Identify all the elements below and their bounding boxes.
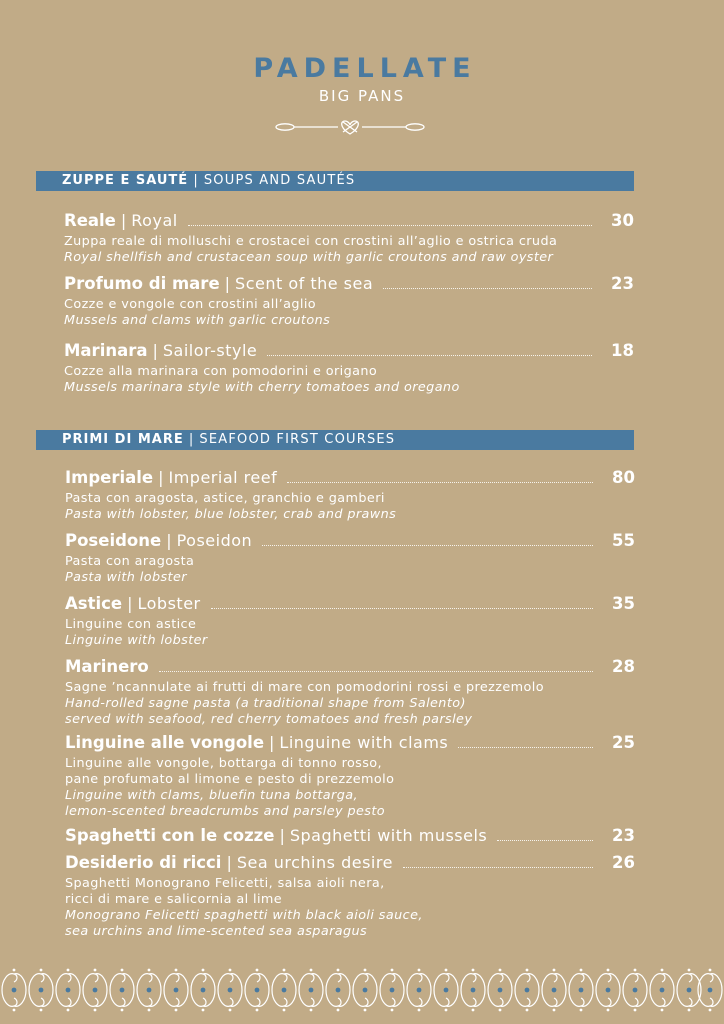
- dish-description: Spaghetti Monograno Felicetti, salsa aioli nera,: [65, 876, 385, 891]
- dish-description: Linguine con astice: [65, 617, 197, 632]
- dish-name-en: Sailor-style: [162, 341, 258, 360]
- dish-name-en: Sea urchins desire: [236, 853, 393, 872]
- dish-price: 28: [612, 657, 635, 676]
- dish-description-en: Hand-rolled sagne pasta (a traditional shape from Salento): [65, 696, 466, 711]
- dish-description: Cozze alla marinara con pomodorini e origano: [64, 364, 378, 379]
- dish-name-en: Scent of the sea: [235, 274, 374, 293]
- oars-heart-icon: [274, 118, 426, 136]
- dish-description: ricci di mare e salicornia al lime: [65, 892, 283, 907]
- menu-item-marinara: Marinara | Sailor-style 18 Cozze alla marinara con pomodorini e origano Mussels marinara style with cherry tomatoes and oregano: [64, 341, 634, 395]
- menu-item-marinero: [65, 656, 635, 728]
- dish-description-en: Mussels and clams with garlic croutons: [64, 313, 331, 328]
- dish-name-en: Linguine with clams: [279, 733, 449, 752]
- menu-item-reale: Reale | Royal 30 Zuppa reale di molluschi e crostacei con crostini all’aglio e ostrica cruda Royal shellfish and crustacean soup with garlic croutons and raw oyster: [64, 211, 634, 265]
- section-header-seafood-first-courses: PRIMI DI MARE | SEAFOOD FIRST COURSES: [36, 430, 634, 450]
- dish-description-en: Linguine with lobster: [65, 633, 208, 648]
- dish-name-en: Royal: [131, 211, 178, 230]
- dish-price: 23: [612, 826, 635, 845]
- dish-name-en: Lobster: [137, 594, 201, 613]
- dish-name: Poseidone: [65, 531, 162, 550]
- dish-description: Linguine alle vongole, bottarga di tonno rosso,: [65, 756, 383, 771]
- dish-price: 25: [612, 733, 635, 752]
- dish-price: 55: [612, 531, 635, 550]
- dish-price: 23: [611, 274, 634, 293]
- dish-description: Sagne ’ncannulate ai frutti di mare con pomodorini rossi e prezzemolo: [65, 680, 544, 695]
- menu-item-spaghetti-con-le-cozze: Spaghetti con le cozze | Spaghetti with mussels 23: [65, 826, 635, 845]
- dish-name-en: Poseidon: [176, 531, 253, 550]
- dish-description: Zuppa reale di molluschi e crostacei con crostini all’aglio e ostrica cruda: [64, 234, 558, 249]
- dish-name: Profumo di mare: [64, 274, 220, 293]
- dish-description: Cozze e vongole con crostini all’aglio: [64, 297, 317, 312]
- menu-item-linguine-alle-vongole: Linguine alle vongole | Linguine with clams 25 Linguine alle vongole, bottarga di tonno rosso, pane profumato al limone e pesto di prezzemolo Linguine with clams, bluefin tuna bottarga, lemon-scented breadcrumbs and parsley pesto: [65, 733, 635, 819]
- dish-name: Linguine alle vongole: [65, 733, 265, 752]
- dish-name-en: Spaghetti with mussels: [289, 826, 488, 845]
- dish-name-en: Imperial reef: [168, 468, 278, 487]
- menu-item-astice: Astice | Lobster 35 Linguine con astice Linguine with lobster: [65, 594, 635, 648]
- dish-description-en: Pasta with lobster: [65, 570, 187, 585]
- dish-description: Pasta con aragosta, astice, granchio e gamberi: [65, 491, 385, 506]
- dish-price: 35: [612, 594, 635, 613]
- dish-description-en: Mussels marinara style with cherry tomatoes and oregano: [64, 380, 460, 395]
- menu-item-desiderio-di-ricci: Desiderio di ricci | Sea urchins desire 26 Spaghetti Monograno Felicetti, salsa aioli nera, ricci di mare e salicornia al lime Monograno Felicetti spaghetti with black aioli sauce, sea urchins and lime-scented sea asparagus: [65, 853, 635, 939]
- menu-item-imperiale: Imperiale | Imperial reef 80 Pasta con aragosta, astice, granchio e gamberi Pasta with lobster, blue lobster, crab and prawns: [65, 468, 635, 522]
- menu-item-profumo-di-mare: Profumo di mare | Scent of the sea 23 Cozze e vongole con crostini all’aglio Mussels and clams with garlic croutons: [64, 274, 634, 328]
- dish-description-en: sea urchins and lime-scented sea asparagus: [65, 924, 368, 939]
- dish-description: Pasta con aragosta: [65, 554, 195, 569]
- dish-price: 30: [611, 211, 634, 230]
- menu-header: [0, 52, 724, 106]
- section-header-soups: ZUPPE E SAUTÉ | SOUPS AND SAUTÉS: [36, 171, 634, 191]
- dish-name: Desiderio di ricci: [65, 853, 222, 872]
- dish-description: pane profumato al limone e pesto di prezzemolo: [65, 772, 395, 787]
- dish-name: Spaghetti con le cozze: [65, 826, 275, 845]
- dish-price: 18: [611, 341, 634, 360]
- page-title: PADELLATE: [253, 53, 477, 84]
- dish-price: 80: [612, 468, 635, 487]
- dish-name: Astice: [65, 594, 123, 613]
- page-subtitle: BIG PANS: [318, 87, 406, 105]
- dish-price: 26: [612, 853, 635, 872]
- dish-description-en: Royal shellfish and crustacean soup with garlic croutons and raw oyster: [64, 250, 554, 265]
- dish-description-en: served with seafood, red cherry tomatoes and fresh parsley: [65, 712, 473, 727]
- dish-name: Reale: [64, 211, 116, 230]
- dish-description-en: Monograno Felicetti spaghetti with black aioli sauce,: [65, 908, 423, 923]
- dish-description-en: Pasta with lobster, blue lobster, crab and prawns: [65, 507, 397, 522]
- dish-name: Marinero: [65, 657, 149, 676]
- dish-name: Imperiale: [65, 468, 154, 487]
- decorative-pattern-border: [0, 966, 724, 1014]
- dish-description-en: Linguine with clams, bluefin tuna bottarga,: [65, 788, 358, 803]
- dish-description-en: lemon-scented breadcrumbs and parsley pesto: [65, 804, 385, 819]
- menu-item-poseidone: Poseidone | Poseidon 55 Pasta con aragosta Pasta with lobster: [65, 531, 635, 585]
- dish-name: Marinara: [64, 341, 148, 360]
